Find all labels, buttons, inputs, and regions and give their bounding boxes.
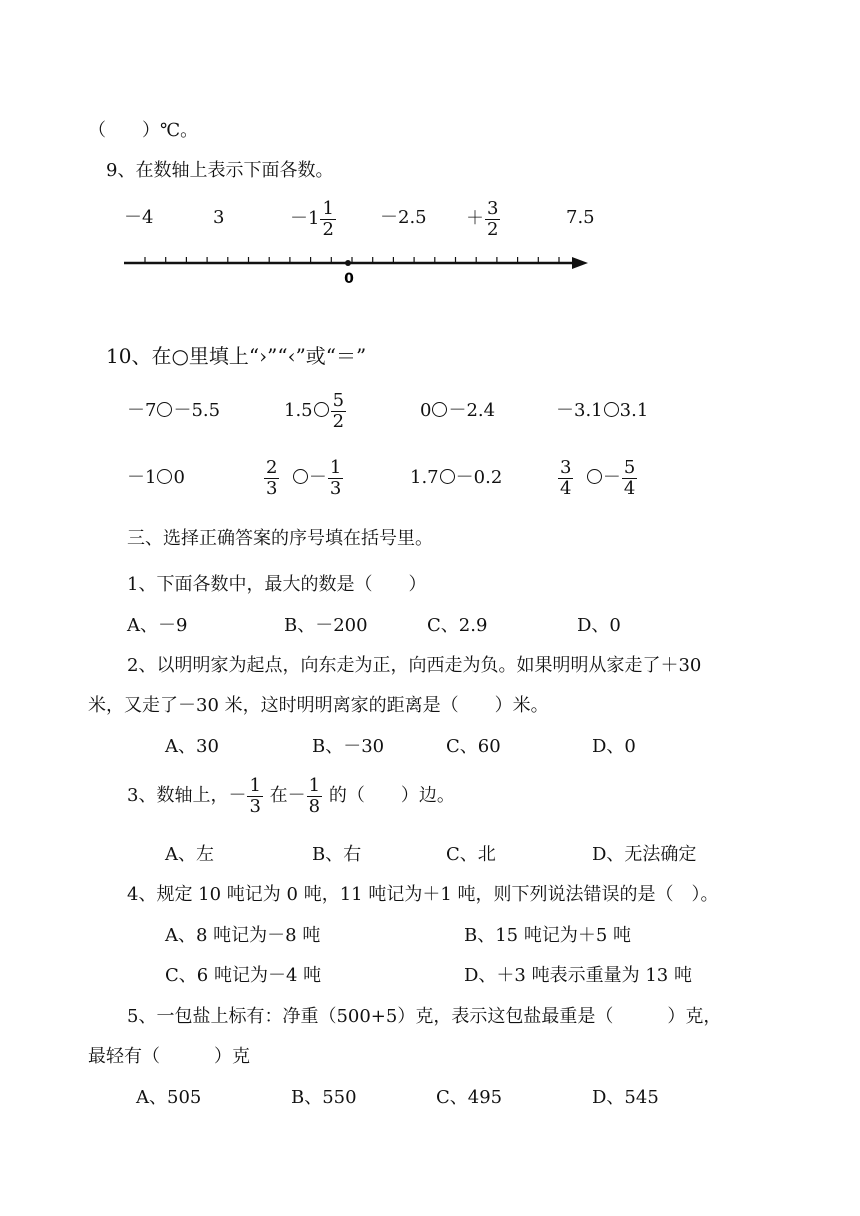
q10-item: 1.7 －0.2 (410, 467, 503, 488)
compare-circle[interactable] (440, 469, 455, 484)
compare-circle[interactable] (432, 402, 447, 417)
q10-item: －7 －5.5 (127, 400, 221, 421)
s3-q4-option-d[interactable]: D、＋3 吨表示重量为 13 吨 (464, 965, 692, 986)
s3-q2-option-c[interactable]: C、60 (446, 736, 501, 757)
q9-value: ＋ $\frac{3}{2}$ (466, 197, 499, 240)
number-line (0, 0, 860, 300)
origin-dot (345, 260, 351, 266)
q9-value: －2.5 (380, 207, 427, 228)
q9-value: 3 (213, 207, 225, 228)
s3-q2-line2: 米，又走了－30 米，这时明明离家的距离是（ ）米。 (88, 695, 549, 716)
s3-q5-option-b[interactable]: B、550 (291, 1087, 357, 1108)
q9-value: －1 $\frac{1}{2}$ (290, 197, 334, 240)
q9-value: 7.5 (566, 207, 595, 228)
s3-q1-option-c[interactable]: C、2.9 (427, 615, 488, 636)
section3-title: 三、选择正确答案的序号填在括号里。 (127, 528, 433, 549)
s3-q4-option-a[interactable]: A、8 吨记为－8 吨 (165, 925, 321, 946)
number-line-arrow (572, 257, 588, 269)
compare-circle[interactable] (604, 402, 619, 417)
top-line: （ ）℃。 (88, 120, 199, 141)
s3-q5-line1: 5、一包盐上标有：净重（500+5）克，表示这包盐最重是（ ）克， (127, 1006, 722, 1027)
s3-q5-option-c[interactable]: C、495 (436, 1087, 503, 1108)
s3-q3-option-d[interactable]: D、无法确定 (592, 844, 697, 865)
s3-q3-text: 3、数轴上，－ $\frac{1}{3}$ 在－ $\frac{1}{8}$ 的（ ）边。 (127, 774, 455, 817)
s3-q5-option-d[interactable]: D、545 (592, 1087, 659, 1108)
s3-q2-option-b[interactable]: B、－30 (312, 736, 385, 757)
s3-q1-option-d[interactable]: D、0 (577, 615, 621, 636)
s3-q2-option-a[interactable]: A、30 (165, 736, 219, 757)
s3-q2-line1: 2、以明明家为起点，向东走为正，向西走为负。如果明明从家走了＋30 (127, 655, 702, 676)
q10-item: －3.1 3.1 (556, 400, 649, 421)
s3-q1-text: 1、下面各数中，最大的数是（ ） (127, 574, 427, 595)
s3-q4-text: 4、规定 10 吨记为 0 吨，11 吨记为＋1 吨，则下列说法错误的是（ ）。 (127, 884, 719, 905)
q9-value: －4 (124, 207, 154, 228)
s3-q1-option-b[interactable]: B、－200 (284, 615, 368, 636)
q10-item: 1.5 $\frac{5}{2}$ (284, 389, 345, 432)
s3-q3-option-a[interactable]: A、左 (165, 844, 214, 865)
compare-circle[interactable] (293, 469, 308, 484)
q9-title: 9、在数轴上表示下面各数。 (106, 160, 334, 181)
s3-q2-option-d[interactable]: D、0 (592, 736, 636, 757)
q10-item: 0 －2.4 (420, 400, 496, 421)
zero-label: 0 (344, 271, 354, 287)
s3-q3-option-c[interactable]: C、北 (446, 844, 496, 865)
compare-circle[interactable] (587, 469, 602, 484)
s3-q4-option-c[interactable]: C、6 吨记为－4 吨 (165, 965, 322, 986)
q10-title: 10、在○里填上“›”“‹”或“＝” (106, 344, 367, 368)
s3-q5-line2: 最轻有（ ）克 (88, 1046, 250, 1067)
compare-circle[interactable] (314, 402, 329, 417)
s3-q1-option-a[interactable]: A、－9 (127, 615, 188, 636)
compare-circle[interactable] (157, 469, 172, 484)
q10-item: $\frac{2}{3}$ － $\frac{1}{3}$ (266, 456, 342, 499)
q10-item: －1 0 (127, 467, 185, 488)
s3-q4-option-b[interactable]: B、15 吨记为＋5 吨 (464, 925, 632, 946)
q10-item: $\frac{3}{4}$ － $\frac{5}{4}$ (560, 456, 636, 499)
s3-q3-option-b[interactable]: B、右 (312, 844, 362, 865)
compare-circle[interactable] (157, 402, 172, 417)
s3-q5-option-a[interactable]: A、505 (136, 1087, 202, 1108)
